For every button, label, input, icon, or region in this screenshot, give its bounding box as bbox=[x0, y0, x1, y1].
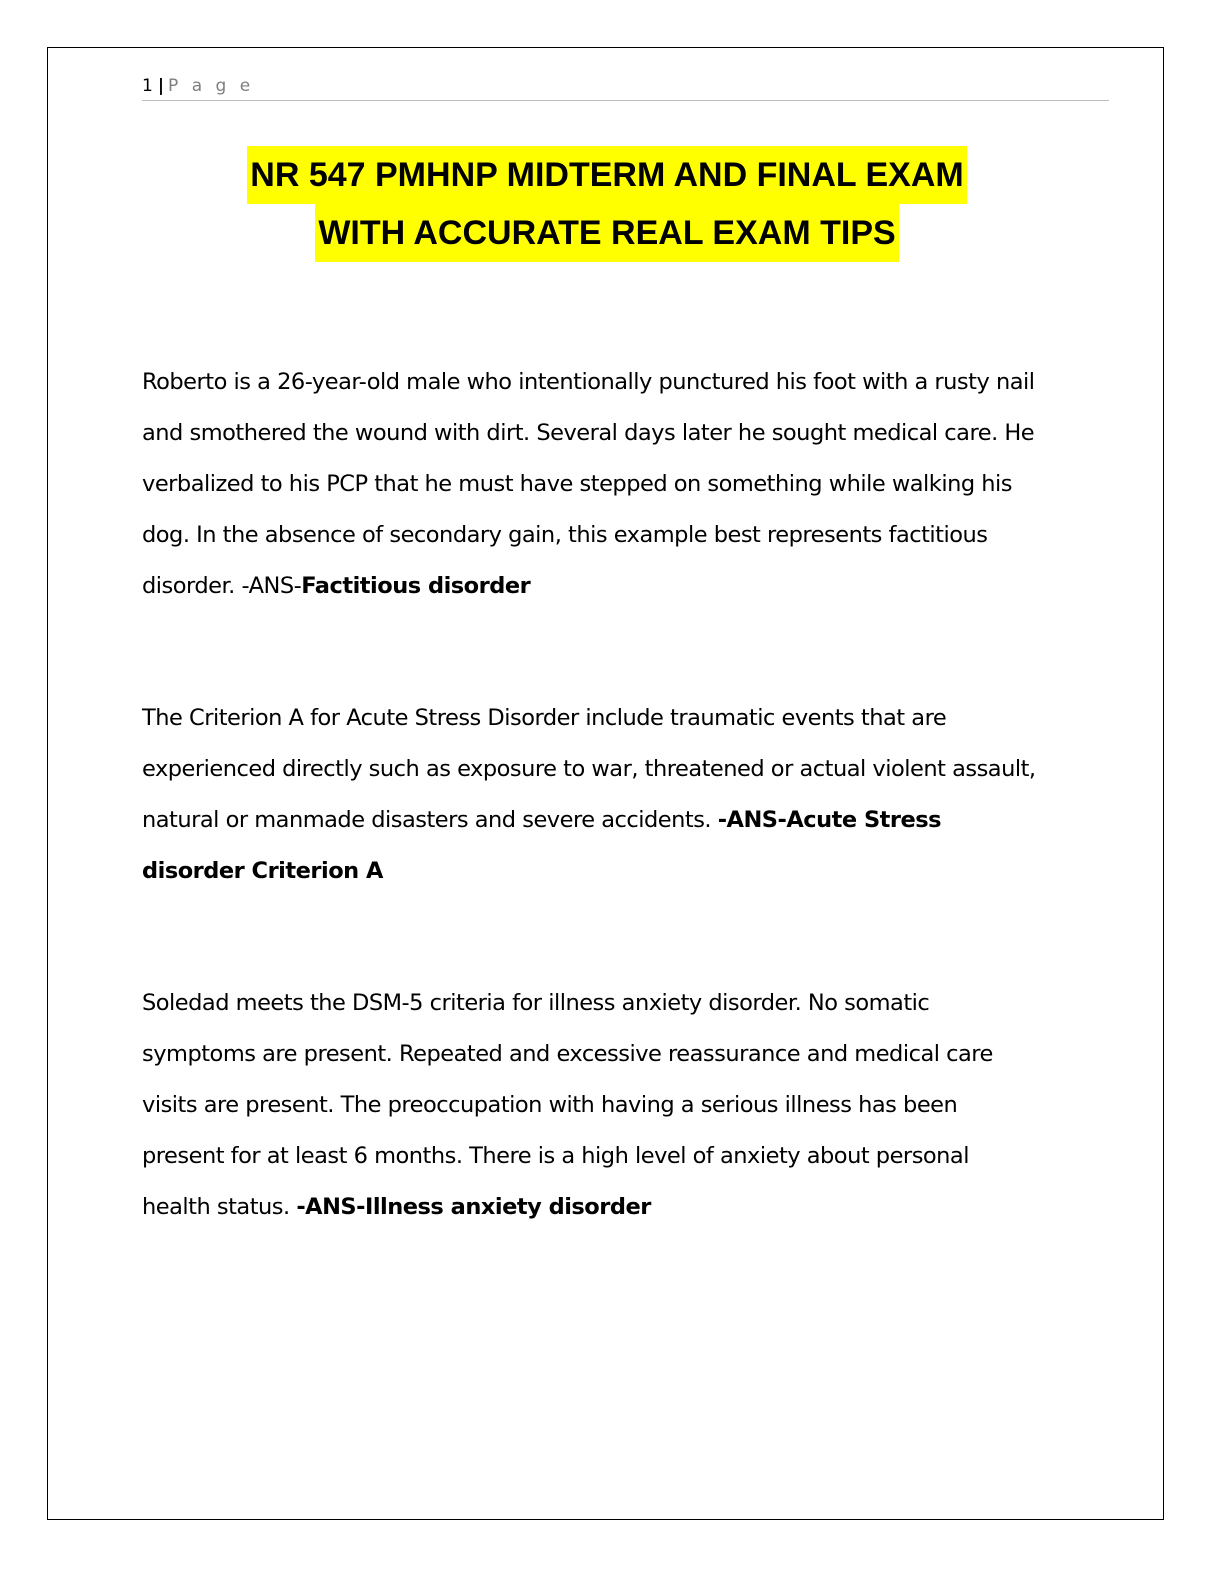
qa-item-2 bbox=[142, 693, 1042, 897]
title-line-2: WITH ACCURATE REAL EXAM TIPS bbox=[315, 204, 898, 262]
document-title bbox=[142, 146, 1072, 262]
question-text: The Criterion A for Acute Stress Disorder include traumatic events that are experienced directly such as exposure to war, threatened or actual violent assault, natural or manmade disasters and severe accidents. bbox=[142, 705, 1036, 833]
title-line-1: NR 547 PMHNP MIDTERM AND FINAL EXAM bbox=[247, 146, 966, 204]
question-text: Soledad meets the DSM-5 criteria for illness anxiety disorder. No somatic symptoms are present. Repeated and excessive reassurance and medical care visits are present. The preoccupation with having a serious illness has been present for at least 6 months. There is a high level of anxiety about personal health status. bbox=[142, 990, 993, 1220]
page-number: 1 bbox=[142, 76, 153, 96]
qa-item-1 bbox=[142, 357, 1042, 612]
page-header bbox=[142, 74, 1109, 101]
page-separator: | bbox=[157, 76, 165, 96]
question-text: Roberto is a 26-year-old male who intentionally punctured his foot with a rusty nail and smothered the wound with dirt. Several days later he sought medical care. He verbalized to his PCP that he must have stepped on something while walking his dog. In the absence of secondary gain, this example best represents factitious disorder. -ANS- bbox=[142, 369, 1035, 599]
answer-text: -ANS-Illness anxiety disorder bbox=[296, 1194, 651, 1220]
qa-item-3 bbox=[142, 978, 1042, 1233]
answer-text: -ANS-Acute Stress disorder Criterion A bbox=[142, 807, 942, 884]
answer-text: Factitious disorder bbox=[301, 573, 531, 599]
page-word: P a g e bbox=[168, 76, 255, 96]
